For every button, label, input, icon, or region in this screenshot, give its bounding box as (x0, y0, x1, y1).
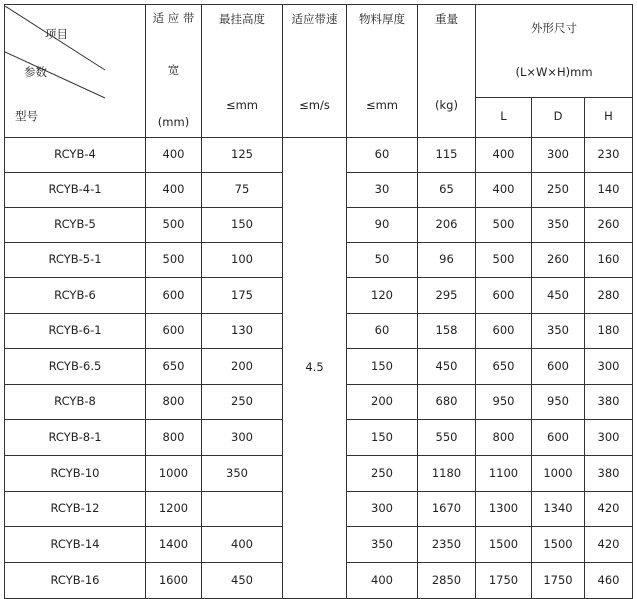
cell-model: RCYB-6.5 (5, 349, 146, 385)
corner-label-item: 项目 (45, 27, 68, 41)
cell-weight: 680 (418, 385, 476, 420)
cell-dim-h: 300 (585, 420, 633, 456)
cell-dim-h: 420 (585, 492, 633, 527)
cell-belt-width: 1600 (146, 563, 202, 599)
cell-thickness: 50 (347, 243, 418, 278)
cell-belt-width: 800 (146, 420, 202, 456)
max-height-line1: 最挂高度 (219, 12, 265, 26)
cell-belt-width: 400 (146, 173, 202, 208)
cell-dim-d: 250 (532, 173, 585, 208)
header-dim-h: H (585, 97, 633, 137)
cell-thickness: 30 (347, 173, 418, 208)
cell-thickness: 300 (347, 492, 418, 527)
cell-dim-d: 600 (532, 420, 585, 456)
dims-line2: (L×W×H)mm (515, 64, 593, 79)
cell-model: RCYB-10 (5, 456, 146, 492)
cell-thickness: 150 (347, 420, 418, 456)
cell-dim-h: 140 (585, 173, 633, 208)
cell-belt-width: 1200 (146, 492, 202, 527)
cell-max-height: 400 (202, 527, 283, 563)
cell-model: RCYB-5-1 (5, 243, 146, 278)
cell-dim-l: 400 (476, 173, 532, 208)
spec-table-wrapper (4, 4, 633, 599)
cell-dim-h: 180 (585, 314, 633, 349)
belt-width-line1: 适 应 带 (152, 11, 195, 25)
belt-speed-line1: 适应带速 (291, 12, 338, 26)
cell-weight: 2350 (418, 527, 476, 563)
max-height-line2: ≤mm (225, 98, 259, 113)
cell-model: RCYB-8 (5, 385, 146, 420)
cell-belt-width: 500 (146, 208, 202, 243)
cell-weight: 206 (418, 208, 476, 243)
cell-weight: 295 (418, 278, 476, 314)
cell-thickness: 200 (347, 385, 418, 420)
cell-dim-h: 300 (585, 349, 633, 385)
cell-weight: 65 (418, 173, 476, 208)
cell-dim-l: 1300 (476, 492, 532, 527)
cell-weight: 96 (418, 243, 476, 278)
cell-dim-d: 350 (532, 208, 585, 243)
dims-line1: 外形尺寸 (531, 20, 577, 35)
cell-thickness: 400 (347, 563, 418, 599)
cell-dim-l: 500 (476, 243, 532, 278)
cell-dim-h: 460 (585, 563, 633, 599)
cell-weight: 115 (418, 138, 476, 173)
header-max-height (202, 5, 283, 138)
cell-dim-h: 260 (585, 208, 633, 243)
cell-belt-width: 800 (146, 385, 202, 420)
cell-max-height: 450 (202, 563, 283, 599)
cell-weight: 450 (418, 349, 476, 385)
cell-belt-width: 1000 (146, 456, 202, 492)
cell-dim-d: 1000 (532, 456, 585, 492)
cell-weight: 158 (418, 314, 476, 349)
cell-dim-d: 450 (532, 278, 585, 314)
cell-belt-width: 600 (146, 314, 202, 349)
spec-table (4, 4, 633, 599)
cell-thickness: 250 (347, 456, 418, 492)
belt-speed-line2: ≤m/s (299, 98, 330, 113)
cell-max-height: 100 (202, 243, 283, 278)
cell-dim-l: 1500 (476, 527, 532, 563)
cell-weight: 1180 (418, 456, 476, 492)
cell-weight: 1670 (418, 492, 476, 527)
cell-model: RCYB-6 (5, 278, 146, 314)
header-weight (418, 5, 476, 138)
cell-thickness: 350 (347, 527, 418, 563)
header-thickness (347, 5, 418, 138)
weight-line1: 重量 (435, 12, 458, 26)
weight-line2: (kg) (435, 98, 458, 113)
cell-dim-l: 600 (476, 278, 532, 314)
cell-max-height: 350 (202, 456, 283, 492)
cell-weight: 550 (418, 420, 476, 456)
cell-max-height: 130 (202, 314, 283, 349)
header-dimensions (476, 5, 633, 98)
cell-max-height: 175 (202, 278, 283, 314)
table-row (5, 138, 633, 173)
cell-dim-d: 1500 (532, 527, 585, 563)
cell-thickness: 120 (347, 278, 418, 314)
cell-thickness: 60 (347, 138, 418, 173)
belt-width-line3: (mm) (157, 115, 190, 130)
cell-max-height (202, 492, 283, 527)
cell-belt-width: 400 (146, 138, 202, 173)
cell-dim-l: 1750 (476, 563, 532, 599)
cell-model: RCYB-12 (5, 492, 146, 527)
cell-model: RCYB-5 (5, 208, 146, 243)
cell-thickness: 90 (347, 208, 418, 243)
thickness-line2: ≤mm (365, 98, 399, 113)
cell-dim-h: 420 (585, 527, 633, 563)
cell-dim-d: 260 (532, 243, 585, 278)
cell-dim-d: 950 (532, 385, 585, 420)
corner-header-cell (5, 5, 146, 138)
cell-dim-h: 280 (585, 278, 633, 314)
cell-max-height: 125 (202, 138, 283, 173)
corner-label-param: 参数 (24, 65, 47, 79)
corner-label-model: 型号 (15, 109, 38, 123)
cell-belt-width: 1400 (146, 527, 202, 563)
cell-dim-h: 380 (585, 385, 633, 420)
cell-belt-width: 650 (146, 349, 202, 385)
cell-belt-width: 500 (146, 243, 202, 278)
cell-dim-l: 1100 (476, 456, 532, 492)
cell-model: RCYB-8-1 (5, 420, 146, 456)
cell-dim-d: 1340 (532, 492, 585, 527)
header-dim-l: L (476, 97, 532, 137)
header-dim-d: D (532, 97, 585, 137)
header-row-top (5, 5, 633, 98)
cell-max-height: 150 (202, 208, 283, 243)
cell-dim-l: 600 (476, 314, 532, 349)
cell-dim-d: 600 (532, 349, 585, 385)
cell-belt-width: 600 (146, 278, 202, 314)
cell-dim-l: 500 (476, 208, 532, 243)
cell-belt-speed-merged: 4.5 (283, 138, 347, 599)
cell-dim-l: 950 (476, 385, 532, 420)
cell-weight: 2850 (418, 563, 476, 599)
cell-max-height: 300 (202, 420, 283, 456)
cell-dim-l: 800 (476, 420, 532, 456)
cell-model: RCYB-14 (5, 527, 146, 563)
cell-thickness: 150 (347, 349, 418, 385)
cell-model: RCYB-16 (5, 563, 146, 599)
cell-dim-d: 1750 (532, 563, 585, 599)
cell-dim-h: 380 (585, 456, 633, 492)
header-belt-speed (283, 5, 347, 138)
cell-thickness: 60 (347, 314, 418, 349)
cell-dim-d: 350 (532, 314, 585, 349)
cell-model: RCYB-4 (5, 138, 146, 173)
cell-max-height: 200 (202, 349, 283, 385)
cell-dim-h: 160 (585, 243, 633, 278)
cell-dim-d: 300 (532, 138, 585, 173)
cell-max-height: 250 (202, 385, 283, 420)
cell-model: RCYB-4-1 (5, 173, 146, 208)
header-belt-width (146, 5, 202, 138)
cell-model: RCYB-6-1 (5, 314, 146, 349)
cell-dim-l: 400 (476, 138, 532, 173)
cell-dim-l: 650 (476, 349, 532, 385)
cell-max-height: 75 (202, 173, 283, 208)
thickness-line1: 物料厚度 (359, 12, 405, 26)
belt-width-line2: 宽 (167, 63, 180, 78)
cell-dim-h: 230 (585, 138, 633, 173)
